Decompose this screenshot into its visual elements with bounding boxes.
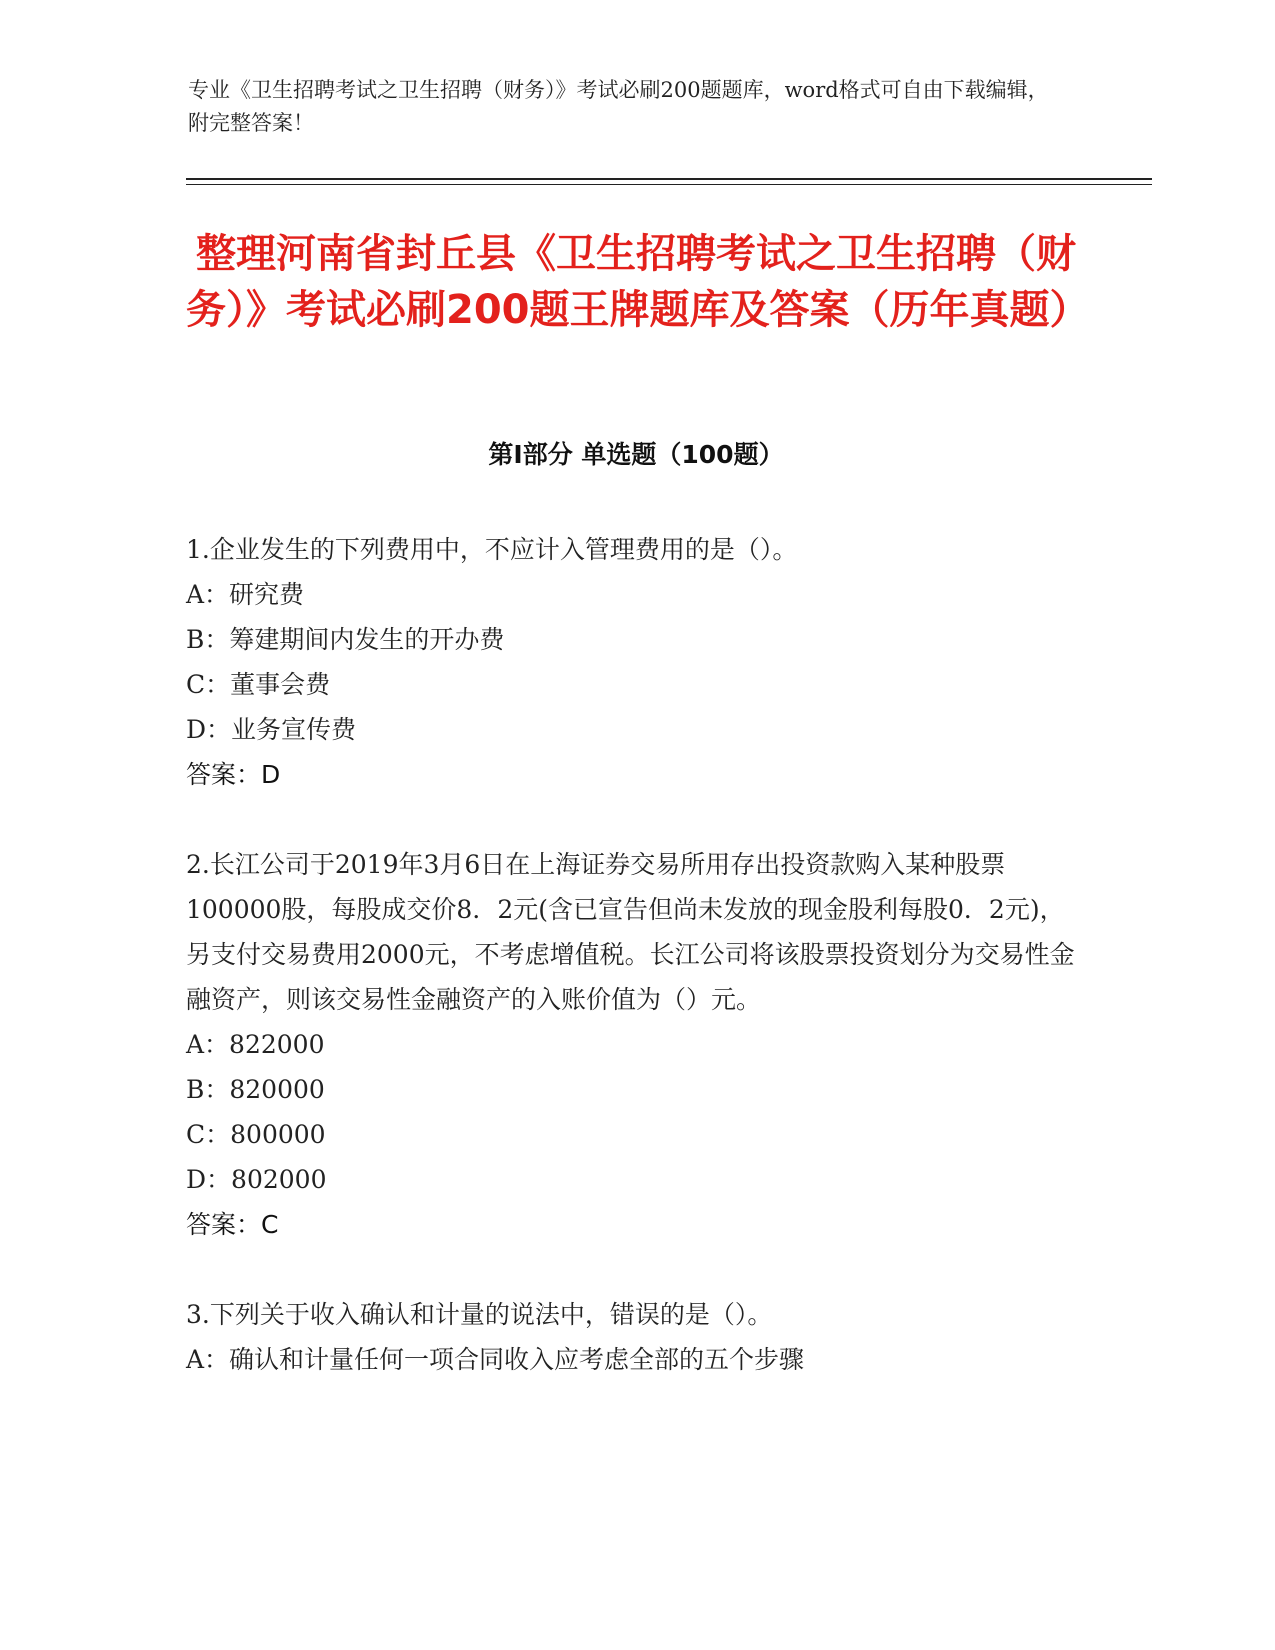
option-c: C：800000 [186, 1120, 326, 1149]
question-stem: 1.企业发生的下列费用中，不应计入管理费用的是（）。 [186, 535, 798, 564]
option-d: D：802000 [186, 1165, 327, 1194]
option-a: A：822000 [186, 1030, 325, 1059]
option-d: D：业务宣传费 [186, 715, 357, 744]
question-1 [186, 527, 1076, 797]
answer-label: 答案： [186, 1210, 262, 1239]
option-b: B：筹建期间内发生的开办费 [186, 625, 505, 654]
question-3 [186, 1292, 1076, 1382]
answer-value: D [261, 760, 281, 789]
answer-line [186, 752, 1076, 797]
section-title: 第Ⅰ部分 单选题（100题） [488, 440, 784, 469]
header-divider-thick [186, 178, 1152, 180]
question-stem: 2.长江公司于2019年3月6日在上海证券交易所用存出投资款购入某种股票100000股，每股成交价8．2元(含已宣告但尚未发放的现金股利每股0．2元)，另支付交易费用2000元，不考虑增值税。长江公司将该股票投资划分为交易性金融资产，则该交易性金融资产的入账价值为（）元。 [186, 850, 1075, 1014]
option-c: C：董事会费 [186, 670, 331, 699]
option-a: A：确认和计量任何一项合同收入应考虑全部的五个步骤 [186, 1345, 805, 1374]
answer-label: 答案： [186, 760, 262, 789]
header-divider-thin [186, 184, 1152, 185]
question-stem: 3.下列关于收入确认和计量的说法中，错误的是（）。 [186, 1300, 773, 1329]
document-title: 整理河南省封丘县《卫生招聘考试之卫生招聘（财务）》考试必刷200题王牌题库及答案（历年真题） [186, 231, 1090, 333]
answer-value: C [261, 1210, 279, 1239]
answer-line [186, 1202, 1076, 1247]
option-b: B：820000 [186, 1075, 325, 1104]
question-list [186, 527, 1076, 1427]
header-note: 专业《卫生招聘考试之卫生招聘（财务）》考试必刷200题题库，word格式可自由下载编辑，附完整答案！ [188, 78, 1049, 135]
option-a: A：研究费 [186, 580, 305, 609]
question-2 [186, 842, 1076, 1247]
